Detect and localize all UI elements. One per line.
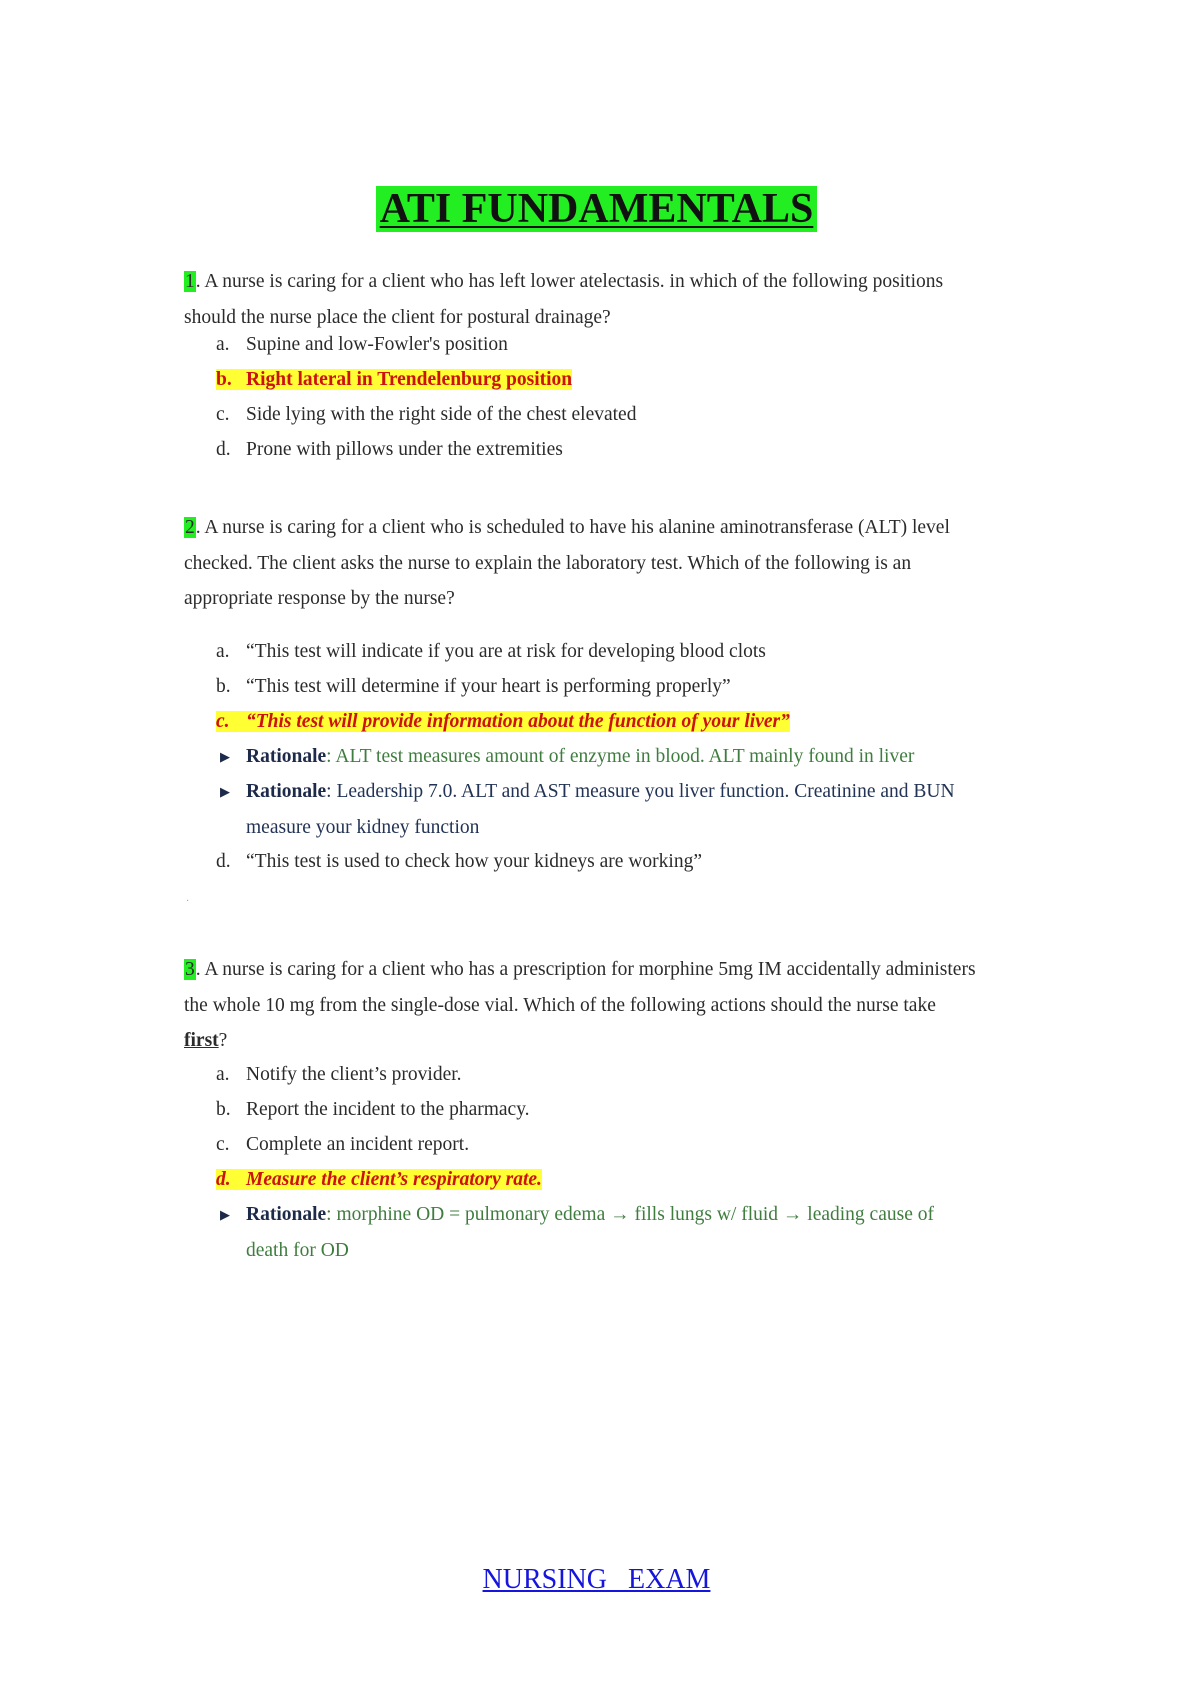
- option-text: “This test will provide information about the function of your liver”: [246, 711, 790, 732]
- question-3-stem: [184, 952, 984, 1059]
- option-letter: b.: [216, 369, 232, 390]
- option-text: “This test is used to check how your kidneys are working”: [246, 851, 702, 872]
- question-2-rationale-1: [220, 739, 960, 775]
- question-2-option-d: [216, 844, 976, 879]
- rationale-text: : Leadership 7.0. ALT and AST measure you liver function. Creatinine and BUN measure your kidney function: [246, 781, 955, 838]
- question-3-option-b: [216, 1092, 976, 1127]
- question-emphasis: first: [184, 1030, 219, 1051]
- option-text: Notify the client’s provider.: [246, 1064, 462, 1085]
- question-3-option-a: [216, 1057, 976, 1092]
- option-text: Right lateral in Trendelenburg position: [246, 369, 573, 390]
- question-text: . A nurse is caring for a client who is scheduled to have his alanine aminotransferase (ALT) level checked. The client asks the nurse to explain the laboratory test. Which of the following is an appropriate response by the nurse?: [184, 517, 950, 609]
- question-number: 2: [185, 517, 195, 538]
- question-1-option-d: [216, 432, 976, 467]
- option-letter: c.: [216, 711, 230, 732]
- triangle-bullet-icon: ▶: [220, 749, 230, 764]
- question-2-option-b: [216, 669, 976, 704]
- option-letter: d.: [216, 851, 231, 872]
- footer-link[interactable]: NURSING EXAM: [482, 1564, 711, 1595]
- rationale-text: : ALT test measures amount of enzyme in blood. ALT mainly found in liver: [326, 746, 915, 767]
- question-2-option-c-correct: [216, 704, 976, 739]
- option-text: Supine and low-Fowler's position: [246, 334, 508, 355]
- option-text: “This test will indicate if you are at risk for developing blood clots: [246, 641, 766, 662]
- question-2-option-a: [216, 634, 976, 669]
- question-text: . A nurse is caring for a client who has a prescription for morphine 5mg IM accidentally administers the whole 10 mg from the single-dose vial. Which of the following actions should the nurse take: [184, 959, 976, 1016]
- question-number: 1: [185, 271, 195, 292]
- option-text: Report the incident to the pharmacy.: [246, 1099, 530, 1120]
- option-letter: a.: [216, 641, 230, 662]
- question-3-option-c: [216, 1127, 976, 1162]
- question-number: 3: [185, 959, 195, 980]
- question-text: . A nurse is caring for a client who has left lower atelectasis. in which of the following positions should the nurse place the client for postural drainage?: [184, 271, 944, 328]
- option-letter: d.: [216, 439, 231, 460]
- option-text: Prone with pillows under the extremities: [246, 439, 563, 460]
- option-letter: b.: [216, 1099, 231, 1120]
- question-1-option-b-correct: [216, 362, 976, 397]
- stray-mark: ·: [186, 896, 190, 907]
- option-letter: a.: [216, 334, 230, 355]
- rationale-label: Rationale: [246, 746, 327, 767]
- document-title: [0, 186, 1193, 232]
- question-1-stem: [184, 264, 984, 335]
- question-2-rationale-2: [220, 774, 960, 845]
- option-letter: c.: [216, 404, 230, 425]
- option-text: Measure the client’s respiratory rate.: [246, 1169, 542, 1190]
- option-text: Side lying with the right side of the chest elevated: [246, 404, 637, 425]
- option-letter: a.: [216, 1064, 230, 1085]
- triangle-bullet-icon: ▶: [220, 784, 230, 799]
- question-1-option-c: [216, 397, 976, 432]
- option-letter: c.: [216, 1134, 230, 1155]
- option-letter: b.: [216, 676, 231, 697]
- question-text-end: ?: [218, 1030, 228, 1051]
- option-letter: d.: [216, 1169, 231, 1190]
- option-text: “This test will determine if your heart is performing properly”: [246, 676, 731, 697]
- question-2-stem: [184, 510, 984, 617]
- triangle-bullet-icon: ▶: [220, 1207, 230, 1222]
- rationale-label: Rationale: [246, 781, 327, 802]
- question-3-option-d-correct: [216, 1162, 976, 1197]
- document-title-text: ATI FUNDAMENTALS: [376, 186, 818, 232]
- question-1-option-a: [216, 327, 976, 362]
- rationale-label: Rationale: [246, 1204, 327, 1225]
- option-text: Complete an incident report.: [246, 1134, 470, 1155]
- rationale-text: : morphine OD = pulmonary edema → fills lungs w/ fluid → leading cause of death for OD: [246, 1204, 934, 1261]
- question-3-rationale-1: [220, 1197, 960, 1268]
